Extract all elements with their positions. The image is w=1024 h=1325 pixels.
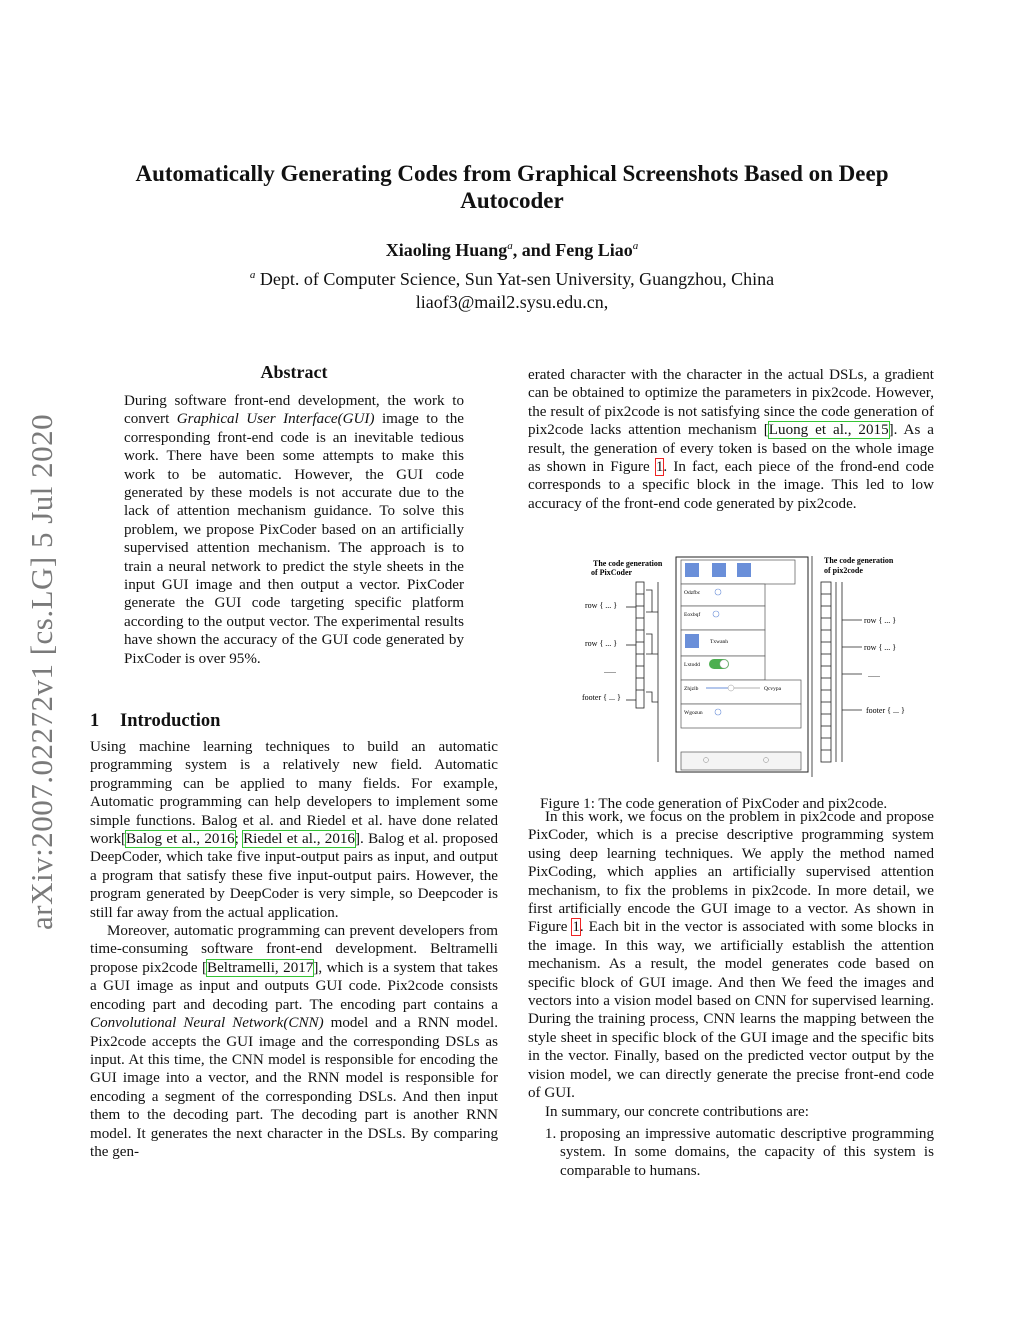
right-labels xyxy=(864,616,905,715)
right-column-paragraph-2: In this work, we focus on the problem in pix2code and propose PixCoder, which is a precise descriptive programming system using deep learning techniques. We apply the method named PixCoding, which applies an artificially supervised attention mechanism, to fix the problems in pix2code. In more detail, we first artificially encode the GUI image to a vector. As shown in Figure 1. Each bit in the vector is associated with some blocks in the image. In this way, we artificially establish the attention mechanism. As a result, the model generates code based on specific block of GUI image. And then We feed the images and vectors into a vision model based on CNN for supervised learning. During the training process, CNN learns the mapping between the style sheet in specific block of the GUI image and the specific bits in the vector. Finally, based on the predicted vector output by the vision model, we can directly generate the precise front-end code of GUI. In summary, our concrete contributions are: 1. proposing an impressive automatic descriptive programming system. In some domains, the capacity of this system is comparable to humans. xyxy=(528,808,934,1180)
blue-square xyxy=(685,634,699,648)
svg-text:row { ... }: row { ... } xyxy=(585,601,618,610)
arxiv-stamp-text: arXiv:2007.02272v1 [cs.LG] 5 Jul 2020 xyxy=(24,413,59,930)
authors: Xiaoling Huang$^a$, and Feng Liao$^a$ xyxy=(385,240,639,260)
citation-link[interactable]: Luong et al., 2015 xyxy=(768,422,889,439)
svg-text:Eoxbqf: Eoxbqf xyxy=(684,612,701,618)
email: liaof3@mail2.sysu.edu.cn, xyxy=(415,292,609,312)
svg-text:......: ...... xyxy=(604,666,616,675)
phone-mockup xyxy=(676,557,808,772)
paper-title xyxy=(90,160,934,214)
figure-link[interactable]: 1 xyxy=(572,919,580,936)
arxiv-stamp xyxy=(16,372,64,932)
figure-caption: Figure 1: The code generation of PixCoder and pix2code. xyxy=(540,796,888,812)
contributions-intro: In summary, our concrete contributions are: xyxy=(545,1103,809,1120)
citation-link[interactable]: Balog et al., 2016 xyxy=(126,831,235,848)
left-brackets xyxy=(626,582,658,762)
svg-text:footer { ... }: footer { ... } xyxy=(582,693,621,702)
svg-text:row { ... }: row { ... } xyxy=(585,639,618,648)
title-line-2: Autocoder xyxy=(460,188,564,213)
svg-text:footer { ... }: footer { ... } xyxy=(866,706,905,715)
citation-link[interactable]: Riedel et al., 2016 xyxy=(243,831,355,848)
fig-right-title-2: of pix2code xyxy=(824,566,863,575)
svg-text:row { ... }: row { ... } xyxy=(864,616,897,625)
svg-text:Qcvypa: Qcvypa xyxy=(764,686,782,692)
introduction-body: Using machine learning techniques to build an automatic programming system is a relatively new field. Automatic programming can be applied to many fields. For example, Automatic programming can help developers to implement some simple functions. Balog et al. and Riedel et al. have done related work[Balog et al., 2016; Riedel et al., 2016]. Balog et al. proposed DeepCoder, which take five input-output pairs as input, and output a program that satisfy these five input-output pairs. However, the program generated by DeepCoder is very simple, so Deepcoder is still far away from the actual application. Moreover, automatic programming can prevent developers from time-consuming software front-end development. Beltramelli propose pix2code [Beltramelli, 2017], which is a system that takes a GUI image as input and outputs GUI code. Pix2code consists encoding part and decoding part. The encoding part contains a Convolutional Neural Network(CNN) model and a RNN model. Pix2code accepts the GUI image and the corresponding DSLs as input. At this time, the CNN model is responsible for encoding the GUI image into a vector, and the RNN model is responsible for encoding a segment of the corresponding DSLs. And then input them to the decoding part. The decoding part is another RNN model. It generates the next character in the DSLs. By comparing the gen- xyxy=(90,739,499,1160)
svg-text:row { ... }: row { ... } xyxy=(864,643,897,652)
list-item: 1. proposing an impressive automatic descriptive programming system. In some domains, the capacity of this system is comparable to humans. xyxy=(560,1125,934,1180)
figure-1-diagram xyxy=(578,552,908,782)
svg-text:Odzfbc: Odzfbc xyxy=(684,590,701,596)
fig-left-title-1: The code generation xyxy=(593,559,663,568)
right-vector xyxy=(812,556,862,777)
svg-text:Txwanh: Txwanh xyxy=(710,639,729,645)
figure-link[interactable]: 1 xyxy=(655,459,664,476)
svg-text:Lxtodd: Lxtodd xyxy=(684,662,700,668)
blue-square xyxy=(685,563,699,577)
left-labels xyxy=(582,601,621,702)
citation-link[interactable]: Beltramelli, 2017 xyxy=(207,959,314,976)
fig-right-title-1: The code generation xyxy=(824,556,894,565)
svg-text:Zhjzlb: Zhjzlb xyxy=(684,686,699,692)
abstract-body: During software front-end development, the work to convert Graphical User Interface(GUI) image to the corresponding front-end code is an inevitable tedious work. There have been some attempts to make this work to be automatic. However, the GUI code generated by these models is not accurate due to the lack of attention mechanism guidance. To solve this problem, we propose PixCoder based on an artificially supervised attention mechanism. The approach is to train a neural network to predict the style sheets in the input GUI image and then output a vector. PixCoder generate the GUI code targeting specific platform according to the output vector. The experimental results have shown the accuracy of the GUI code generated by PixCoder is over 95%. xyxy=(124,393,464,667)
right-column-paragraph-1: erated character with the character in the actual DSLs, a gradient can be obtained to optimize the parameters in pix2code. However, the result of pix2code is not satisfying since the code generation of pix2code lacks attention mechanism [Luong et al., 2015]. As a result, the generation of every token is based on the whole image as shown in Figure 1. In fact, each piece of the frond-end code corresponds to a specific block in the image. This led to low accuracy of the front-end code generated by pix2code. xyxy=(528,367,934,512)
svg-text:......: ...... xyxy=(868,670,880,679)
blue-square xyxy=(737,563,751,577)
blue-square xyxy=(712,563,726,577)
title-line-1: Automatically Generating Codes from Graphical Screenshots Based on Deep xyxy=(135,161,889,186)
svg-text:Wgozun: Wgozun xyxy=(684,710,703,716)
fig-left-title-2: of PixCoder xyxy=(591,568,633,577)
contributions-list xyxy=(528,1125,934,1180)
affiliation: $^a$ Dept. of Computer Science, Sun Yat-sen University, Guangzhou, China liaof3@mail2.sysu.edu.cn, xyxy=(90,264,934,314)
section-heading-introduction: 1 Introduction xyxy=(90,711,221,731)
abstract-heading: Abstract xyxy=(260,362,328,382)
